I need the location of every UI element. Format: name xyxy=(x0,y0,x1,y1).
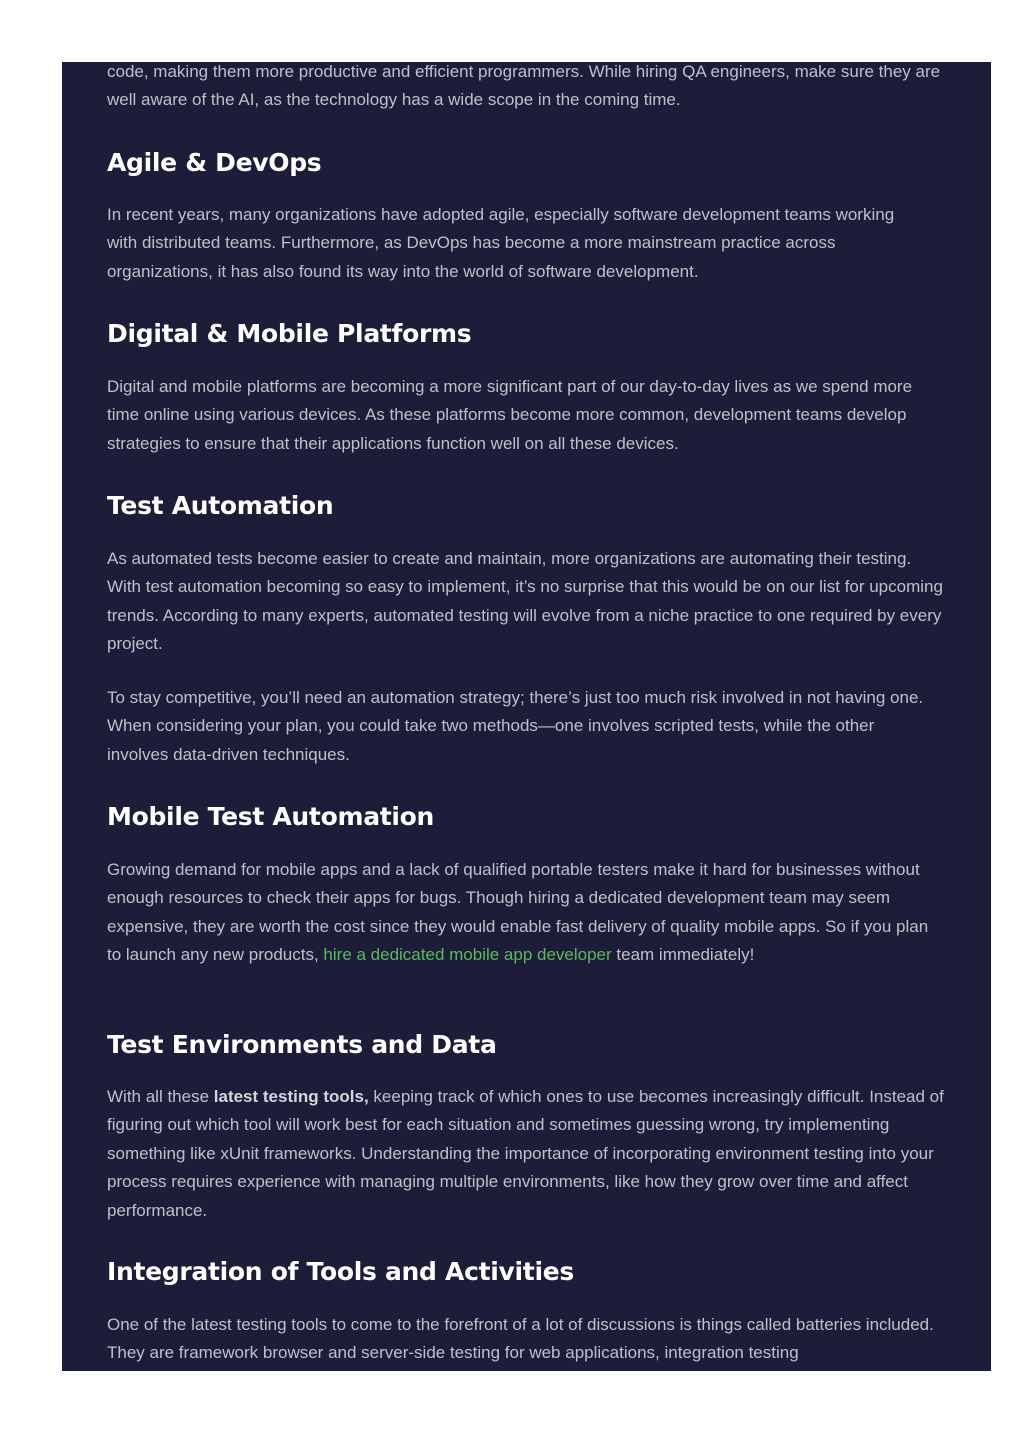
intro-paragraph: code, making them more productive and efficient programmers. While hiring QA engineers, make sure they are well aware of the AI, as the technology has a wide scope in the coming time. xyxy=(107,62,941,110)
paragraph-mobile-test-automation xyxy=(107,856,947,970)
article-panel xyxy=(62,62,991,1371)
paragraph-agile-devops: In recent years, many organizations have adopted agile, especially software development teams working with distributed teams. Furthermore, as DevOps has become a more mainstream practice across organizations, it has also found its way into the world of software development. xyxy=(107,205,895,281)
heading-agile-devops: Agile & DevOps xyxy=(107,148,322,177)
paragraph-test-automation-2: To stay competitive, you’ll need an automation strategy; there’s just too much risk involved in not having one. When considering your plan, you could take two methods—one involves scripted tests, while the other involves data-driven techniques. xyxy=(107,688,924,764)
mobile-paragraph-text-before: Growing demand for mobile apps and a lack of qualified portable testers make it hard for businesses without enough resources to check their apps for bugs. Though hiring a dedicated development team may seem expensive, they are worth the cost since they would enable fast delivery of quality mobile apps. So if you plan to launch any new products, xyxy=(107,860,929,965)
paragraph-digital-mobile-platforms: Digital and mobile platforms are becoming a more significant part of our day-to-day lives as we spend more time online using various devices. As these platforms become more common, development teams develop strategies to ensure that their applications function well on all these devices. xyxy=(107,377,913,453)
heading-test-automation: Test Automation xyxy=(107,491,334,520)
heading-test-environments-data: Test Environments and Data xyxy=(107,1030,497,1059)
latest-testing-tools-strong: latest testing tools, xyxy=(213,1087,369,1106)
heading-mobile-test-automation: Mobile Test Automation xyxy=(107,802,435,831)
mobile-paragraph-text-after: team immediately! xyxy=(611,945,755,965)
paragraph-test-automation-1: As automated tests become easier to create and maintain, more organizations are automating their testing. With test automation becoming so easy to implement, it’s no surprise that this would be on our list for upcoming trends. According to many experts, automated testing will evolve from a niche practice to one required by every project. xyxy=(107,549,943,654)
hire-mobile-developer-link[interactable]: hire a dedicated mobile app developer xyxy=(323,945,612,965)
paragraph-integration-tools-activities: One of the latest testing tools to come to the forefront of a lot of discussions is things called batteries included. They are framework browser and server-side testing for web applications, integration testing xyxy=(107,1315,934,1363)
environments-text-after: keeping track of which ones to use becomes increasingly difficult. Instead of figuring out which tool will work best for each situation and sometimes guessing wrong, try implementing something like xUnit frameworks. Understanding the importance of incorporating environment testing into your process requires experience with managing multiple environments, like how they grow over time and affect performance. xyxy=(107,1087,944,1220)
environments-text-before: With all these xyxy=(107,1087,214,1106)
paragraph-test-environments-data xyxy=(107,1083,947,1225)
heading-integration-tools-activities: Integration of Tools and Activities xyxy=(107,1257,574,1286)
heading-digital-mobile-platforms: Digital & Mobile Platforms xyxy=(107,319,472,348)
